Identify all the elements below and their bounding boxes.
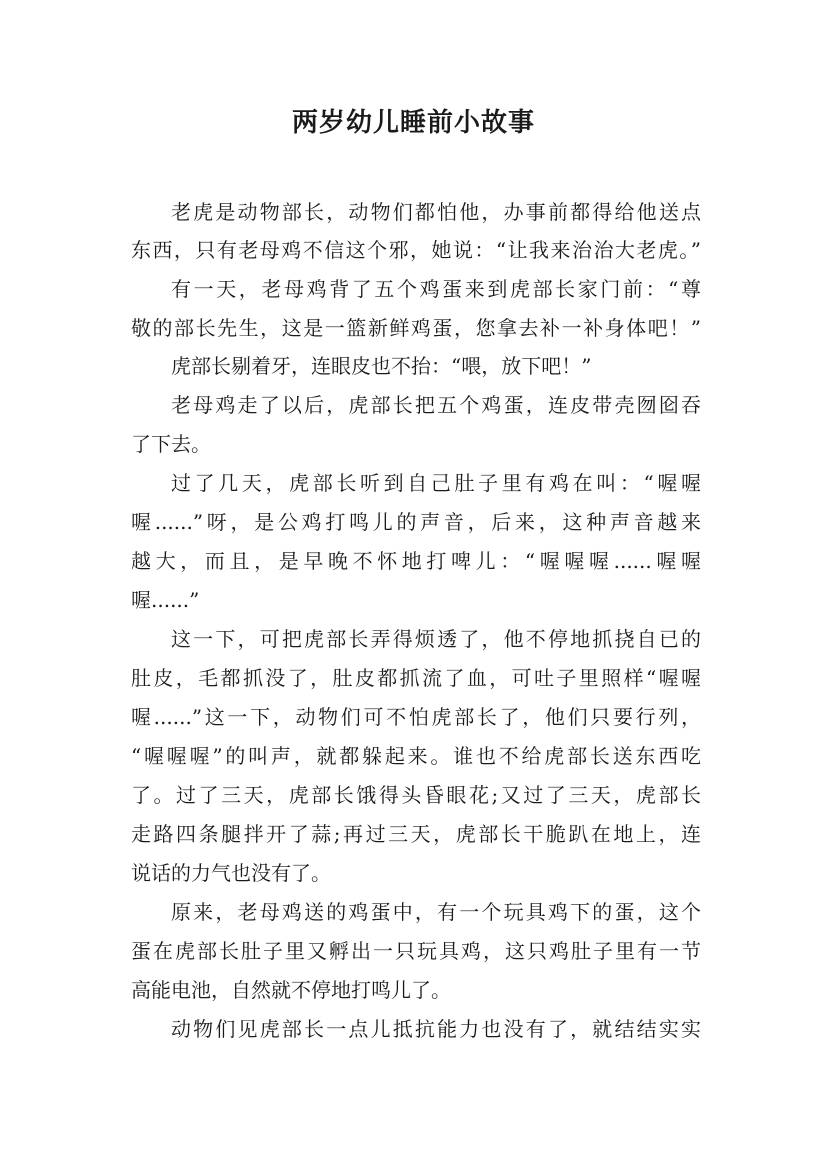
text-line: 虎部长剔着牙，连眼皮也不抬：“喂，放下吧！” [171,354,592,378]
text-line: 敬的部长先生，这是一篮新鲜鸡蛋，您拿去补一补身体吧！” [131,316,701,340]
text-line: “喔喔喔”的叫声，就都躲起来。谁也不给虎部长送东西吃 [131,744,701,768]
text-line: 东西，只有老母鸡不信这个邪，她说：“让我来治治大老虎。” [131,238,701,262]
text-line: 有一天，老母鸡背了五个鸡蛋来到虎部长家门前：“尊 [171,277,701,301]
text-line: 了。过了三天，虎部长饿得头昏眼花;又过了三天，虎部长 [131,783,701,807]
text-line: 老虎是动物部长，动物们都怕他，办事前都得给他送点 [171,200,701,224]
text-line: 蛋在虎部长肚子里又孵出一只玩具鸡，这只鸡肚子里有一节 [131,939,701,963]
text-line: 喔......”呀，是公鸡打鸣儿的声音，后来，这种声音越来 [131,510,701,534]
text-line: 高能电池，自然就不停地打鸣儿了。 [131,978,451,1002]
text-line: 喔......”这一下，动物们可不怕虎部长了，他们只要行列， [131,705,701,729]
text-line: 说话的力气也没有了。 [131,861,331,885]
text-line: 喔......” [131,588,200,612]
text-line: 了下去。 [131,432,211,456]
document-title: 两岁幼儿睡前小故事 [291,108,535,138]
text-line: 越大，而且，是早晚不怀地打啤儿：“喔喔喔......喔喔 [131,549,701,573]
text-line: 肚皮，毛都抓没了，肚皮都抓流了血，可吐子里照样“喔喔 [131,666,701,690]
text-line: 走路四条腿拌开了蒜;再过三天，虎部长干脆趴在地上，连 [131,822,701,846]
text-line: 这一下，可把虎部长弄得烦透了，他不停地抓挠自已的 [171,627,701,651]
text-line: 动物们见虎部长一点儿抵抗能力也没有了，就结结实实 [171,1017,701,1041]
text-line: 原来，老母鸡送的鸡蛋中，有一个玩具鸡下的蛋，这个 [171,900,701,924]
text-line: 过了几天，虎部长听到自己肚子里有鸡在叫：“喔喔 [171,471,701,495]
text-line: 老母鸡走了以后，虎部长把五个鸡蛋，连皮带壳囫囵吞 [171,393,701,417]
